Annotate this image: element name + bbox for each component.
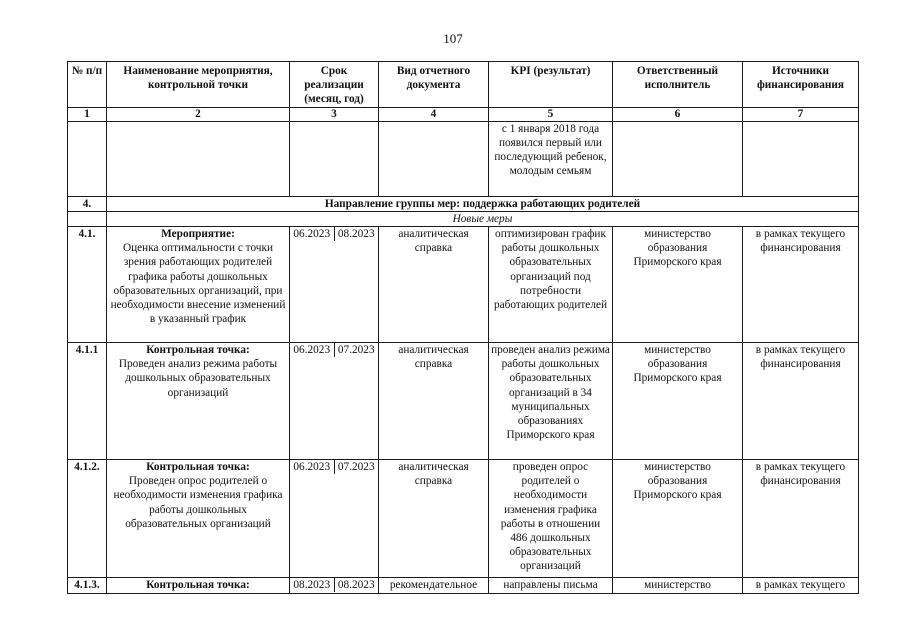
header-name: Наименование мероприятия, контрольной точки — [107, 62, 290, 108]
measure-label: Контрольная точка: — [146, 579, 250, 592]
subsection-row — [68, 211, 859, 226]
empty-cell — [107, 121, 290, 196]
report-doc: аналитическая справка — [379, 460, 489, 578]
responsible: министерство — [613, 578, 743, 594]
header-resp: Ответственный исполнитель — [613, 62, 743, 108]
column-number: 7 — [743, 107, 859, 121]
report-doc: рекомендательное — [379, 578, 489, 594]
column-number: 4 — [379, 107, 489, 121]
financing: в рамках текущего финансирования — [743, 343, 859, 460]
responsible: министерство образования Приморского края — [613, 343, 743, 460]
table-row — [68, 578, 859, 594]
financing: в рамках текущего финансирования — [743, 227, 859, 343]
term-cell — [290, 121, 379, 196]
end-date: 08.2023 — [334, 227, 379, 241]
section-number: 4. — [68, 196, 107, 211]
empty-cell — [743, 121, 859, 196]
empty-cell — [68, 211, 107, 226]
start-date: 08.2023 — [293, 579, 331, 592]
measure-text: Оценка оптимальности с точки зрения работающих родителей графика работы дошкольных образовательных организаций, при необходимости внесение изменений в указанный график — [110, 242, 286, 326]
report-doc: аналитическая справка — [379, 227, 489, 343]
start-date: 06.2023 — [293, 228, 331, 241]
kpi-result: проведен анализ режима работы дошкольных образовательных организаций в 34 муниципальных образованиях Приморского края — [489, 343, 613, 460]
measure-cell — [107, 460, 290, 578]
measures-table — [67, 61, 859, 594]
report-doc: аналитическая справка — [379, 343, 489, 460]
end-date: 07.2023 — [334, 460, 379, 474]
column-number: 1 — [68, 107, 107, 121]
row-number: 4.1.1 — [68, 343, 107, 460]
row-number: 4.1. — [68, 227, 107, 343]
measure-label: Контрольная точка: — [146, 344, 250, 357]
table-row — [68, 460, 859, 578]
term-cell — [290, 227, 379, 343]
header-fin: Источники финансирования — [743, 62, 859, 108]
term-cell — [290, 578, 379, 594]
responsible: министерство образования Приморского края — [613, 227, 743, 343]
column-number: 5 — [489, 107, 613, 121]
measure-label: Контрольная точка: — [146, 461, 250, 474]
empty-cell — [68, 121, 107, 196]
table-row — [68, 343, 859, 460]
start-date: 06.2023 — [293, 461, 331, 474]
subsection-title: Новые меры — [107, 211, 859, 226]
column-number: 3 — [290, 107, 379, 121]
measure-cell — [107, 343, 290, 460]
measure-cell — [107, 578, 290, 594]
header-doc: Вид отчетного документа — [379, 62, 489, 108]
header-kpi: KPI (результат) — [489, 62, 613, 108]
empty-cell — [379, 121, 489, 196]
column-number-row — [68, 107, 859, 121]
table-row — [68, 227, 859, 343]
financing: в рамках текущего — [743, 578, 859, 594]
term-cell — [290, 343, 379, 460]
kpi-result: оптимизирован график работы дошкольных образовательных организаций под потребности работающих родителей — [489, 227, 613, 343]
page-number: 107 — [443, 31, 463, 46]
column-number: 6 — [613, 107, 743, 121]
start-date: 06.2023 — [293, 344, 331, 357]
responsible: министерство образования Приморского края — [613, 460, 743, 578]
section-title: Направление группы мер: поддержка работающих родителей — [107, 196, 859, 211]
measure-text: Проведен опрос родителей о необходимости изменения графика работы дошкольных образовательных организаций — [113, 475, 283, 530]
header-num: № п/п — [68, 62, 107, 108]
row-number: 4.1.3. — [68, 578, 107, 594]
row-number: 4.1.2. — [68, 460, 107, 578]
column-number: 2 — [107, 107, 290, 121]
kpi-result: проведен опрос родителей о необходимости изменения графика работы в отношении 486 дошкольных образовательных организаций — [489, 460, 613, 578]
header-term: Срок реализации (месяц, год) — [290, 62, 379, 108]
continuation-row — [68, 121, 859, 196]
measure-label: Мероприятие: — [161, 228, 235, 241]
term-cell — [290, 460, 379, 578]
continuation-kpi: с 1 января 2018 года появился первый или последующий ребенок, молодым семьям — [489, 121, 613, 196]
header-row — [68, 62, 859, 108]
kpi-result: направлены письма — [489, 578, 613, 594]
end-date: 07.2023 — [334, 343, 379, 357]
empty-cell — [613, 121, 743, 196]
measure-text: Проведен анализ режима работы дошкольных образовательных организаций — [118, 358, 278, 399]
section-row — [68, 196, 859, 211]
end-date: 08.2023 — [334, 578, 379, 592]
measure-cell — [107, 227, 290, 343]
financing: в рамках текущего финансирования — [743, 460, 859, 578]
